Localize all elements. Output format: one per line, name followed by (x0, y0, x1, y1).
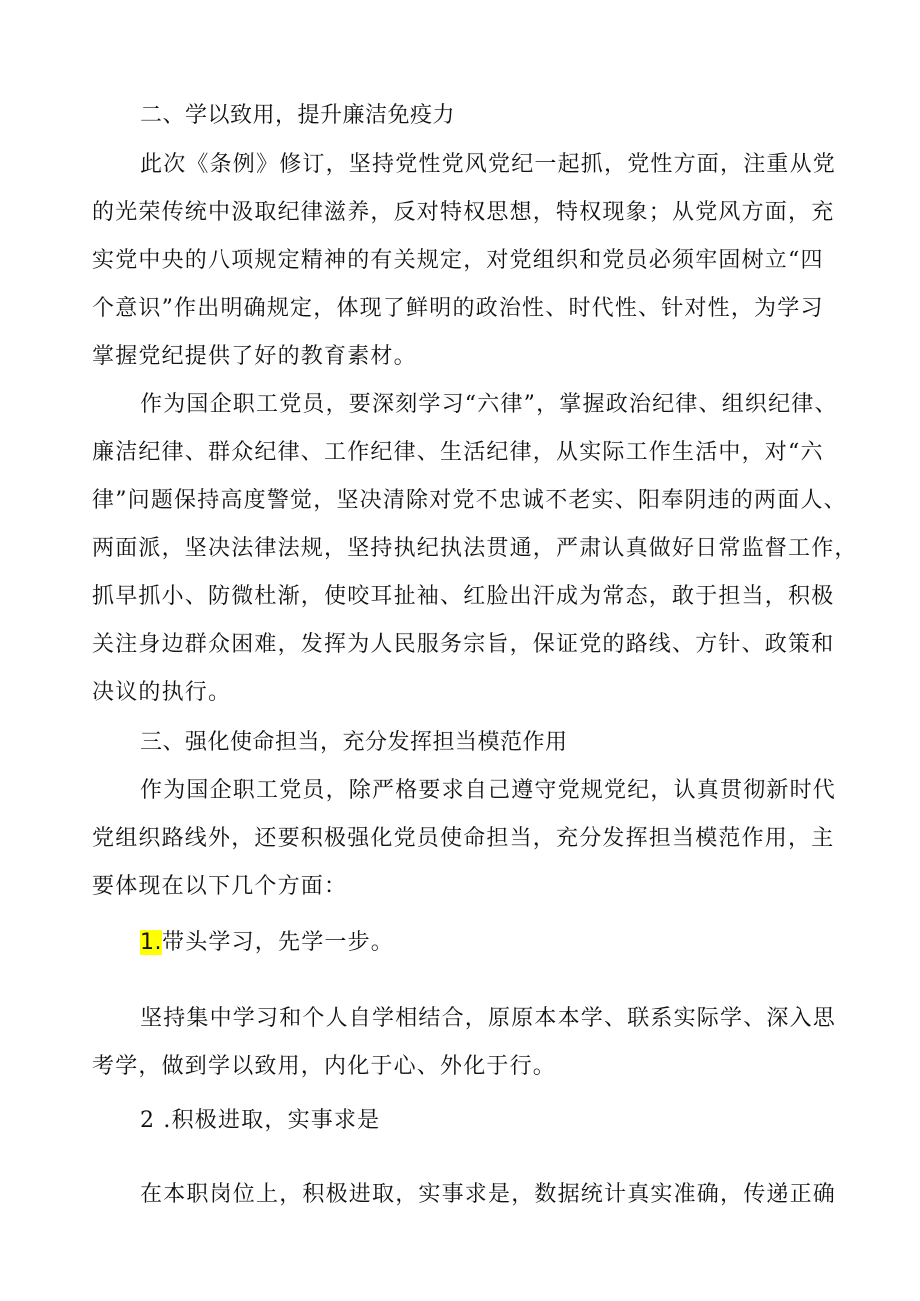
paragraph-line: 掌握党纪提供了好的教育素材。 (92, 344, 417, 369)
paragraph-line: 律”问题保持高度警觉，坚决清除对党不忠诚不老实、阳奉阴违的两面人、 (92, 488, 847, 513)
paragraph-line: 廉洁纪律、群众纪律、工作纪律、生活纪律，从实际工作生活中，对“六 (92, 440, 824, 465)
paragraph-line: 决议的执行。 (92, 680, 232, 705)
paragraph-line: 抓早抓小、防微杜渐，使咬耳扯袖、红脸出汗成为常态，敢于担当，积极 (92, 584, 835, 609)
section-2-heading: 二、学以致用，提升廉洁免疫力 (140, 103, 456, 128)
paragraph-line: 此次《条例》修订，坚持党性党风党纪一起抓，党性方面，注重从党 (140, 152, 837, 177)
section-3-heading: 三、强化使命担当，充分发挥担当模范作用 (140, 730, 568, 755)
paragraph-line: 坚持集中学习和个人自学相结合，原原本本学、联系实际学、深入思 (140, 1006, 837, 1031)
paragraph-line: 党组织路线外，还要积极强化党员使命担当，充分发挥担当模范作用，主 (92, 826, 835, 851)
list-item-2-title: 2 .积极进取，实事求是 (140, 1108, 381, 1133)
paragraph-line: 两面派，坚决法律法规，坚持执纪执法贯通，严肃认真做好日常监督工作， (92, 536, 858, 561)
paragraph-line: 作为国企职工党员，除严格要求自己遵守党规党纪，认真贯彻新时代 (140, 778, 837, 803)
list-item-1-text: 带头学习，先学一步。 (162, 930, 395, 955)
paragraph-line: 的光荣传统中汲取纪律滋养，反对特权思想，特权现象；从党风方面，充 (92, 200, 835, 225)
list-item-1-title (140, 928, 394, 958)
paragraph-line: 考学，做到学以致用，内化于心、外化于行。 (92, 1054, 557, 1079)
paragraph-line: 关注身边群众困难，发挥为人民服务宗旨，保证党的路线、方针、政策和 (92, 632, 835, 657)
paragraph-line: 在本职岗位上，积极进取，实事求是，数据统计真实准确，传递正确 (140, 1182, 837, 1207)
paragraph-line: 实党中央的八项规定精神的有关规定，对党组织和党员必须牢固树立“四 (92, 248, 824, 273)
paragraph-line: 作为国企职工党员，要深刻学习“六律”，掌握政治纪律、组织纪律、 (140, 392, 838, 417)
paragraph-line: 要体现在以下几个方面： (92, 874, 348, 899)
list-item-1-number: 1. (140, 930, 162, 955)
paragraph-line: 个意识”作出明确规定，体现了鲜明的政治性、时代性、针对性，为学习 (92, 296, 824, 321)
